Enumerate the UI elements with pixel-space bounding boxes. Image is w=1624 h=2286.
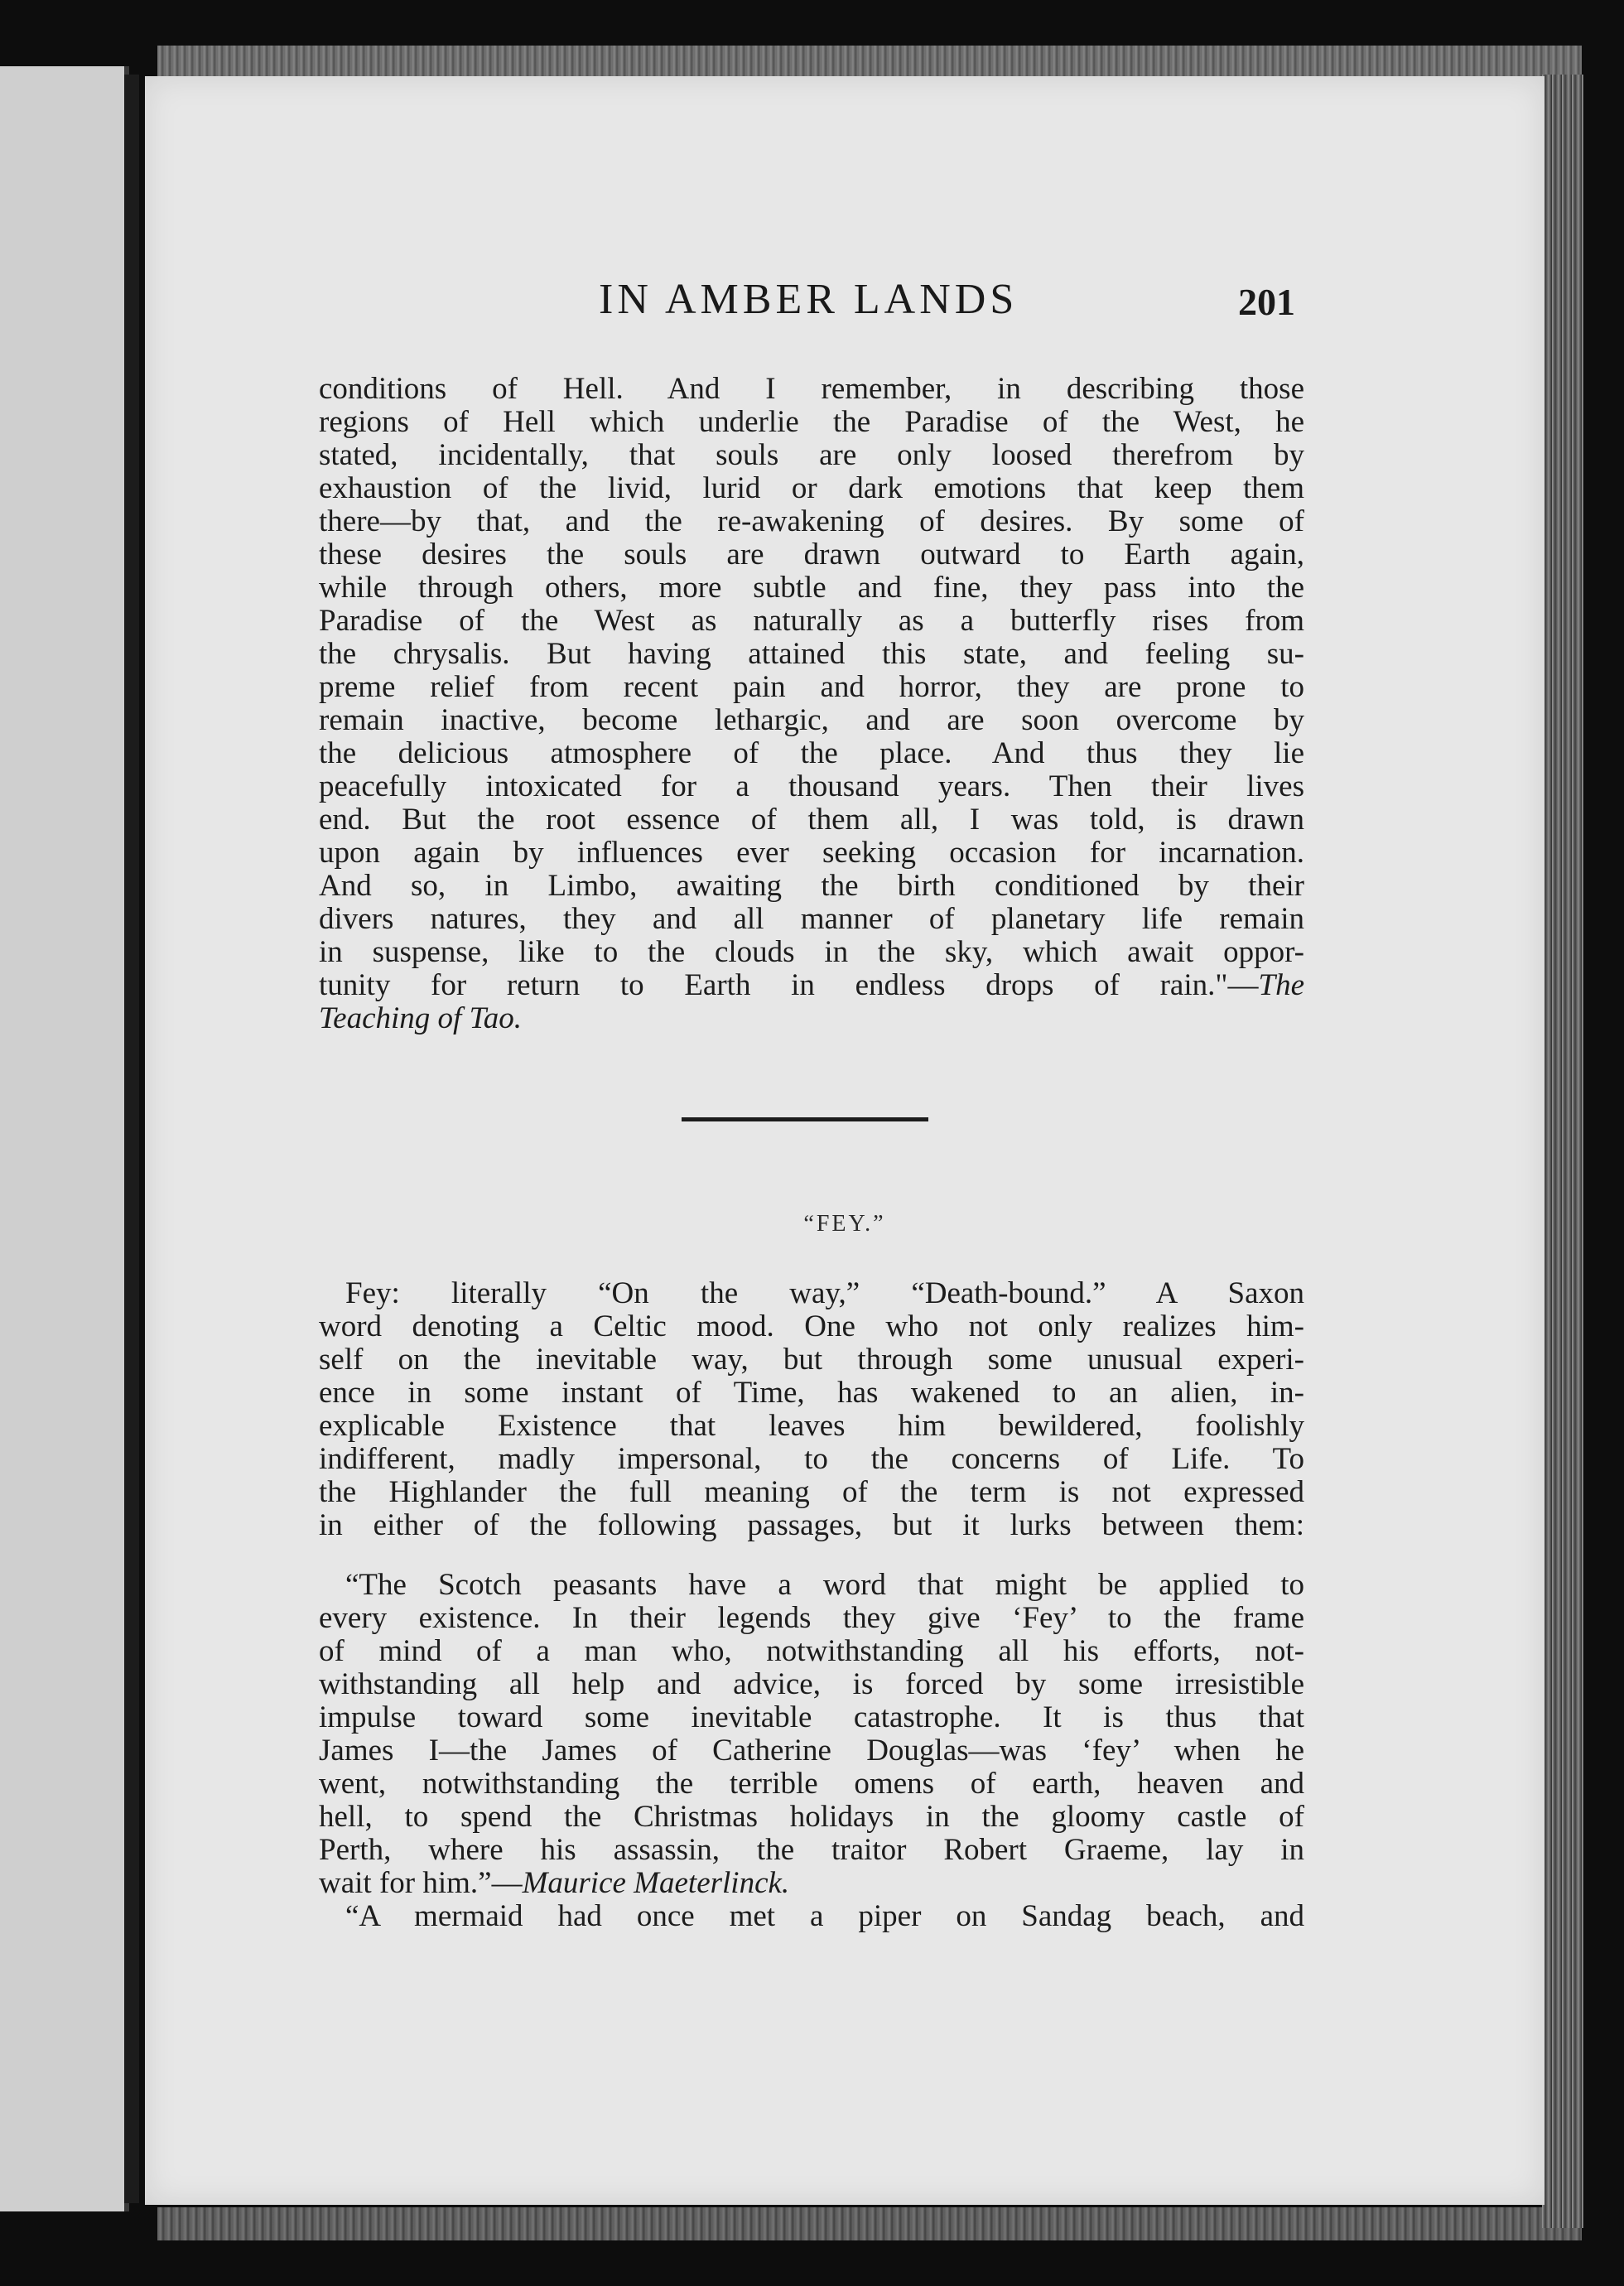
passage-tao xyxy=(319,373,1304,1035)
page-number: 201 xyxy=(1238,281,1295,323)
text-line: in either of the following passages, but it lurks between them: xyxy=(319,1508,1304,1542)
text-line: the delicious atmosphere of the place. And thus they lie xyxy=(319,736,1304,770)
citation-italic: Teaching of Tao. xyxy=(319,1001,523,1035)
text-line: while through others, more subtle and fine, they pass into the xyxy=(319,571,1304,605)
book-gutter xyxy=(124,75,139,2203)
text-line: of mind of a man who, notwithstanding all his efforts, not- xyxy=(319,1634,1304,1668)
citation-italic: Maurice Maeterlinck. xyxy=(522,1866,790,1900)
text-line: “The Scotch peasants have a word that might be applied to xyxy=(345,1568,1304,1602)
running-head xyxy=(145,275,1544,341)
top-page-edges xyxy=(157,46,1582,79)
citation-italic: The xyxy=(1258,968,1304,1002)
text-line: And so, in Limbo, awaiting the birth conditioned by their xyxy=(319,869,1304,903)
section-divider xyxy=(682,1117,928,1121)
text-fragment: wait for him.”— xyxy=(319,1866,523,1900)
citation-line xyxy=(319,1867,1304,1900)
running-title: IN AMBER LANDS xyxy=(599,276,1019,323)
text-line: indifferent, madly impersonal, to the concerns of Life. To xyxy=(319,1442,1304,1476)
text-line: withstanding all help and advice, is forced by some irresistible xyxy=(319,1667,1304,1701)
text-line: impulse toward some inevitable catastrophe. It is thus that xyxy=(319,1700,1304,1734)
text-line: end. But the root essence of them all, I was told, is drawn xyxy=(319,803,1304,837)
text-line: the chrysalis. But having attained this state, and feeling su- xyxy=(319,637,1304,671)
text-line: conditions of Hell. And I remember, in describing those xyxy=(319,372,1304,406)
passage-fey-definition xyxy=(319,1277,1304,1542)
text-fragment: tunity for return to Earth in endless drops of rain."— xyxy=(319,968,1259,1002)
text-line: the Highlander the full meaning of the term is not expressed xyxy=(319,1475,1304,1509)
section-heading: “FEY.” xyxy=(803,1211,886,1237)
text-line: regions of Hell which underlie the Paradise of the West, he xyxy=(319,405,1304,439)
text-line: went, notwithstanding the terrible omens of earth, heaven and xyxy=(319,1767,1304,1801)
text-line: there—by that, and the re-awakening of desires. By some of xyxy=(319,504,1304,538)
text-line: Fey: literally “On the way,” “Death-bound.” A Saxon xyxy=(345,1276,1304,1310)
text-line: hell, to spend the Christmas holidays in the gloomy castle of xyxy=(319,1800,1304,1834)
passage-maeterlinck xyxy=(319,1569,1304,1933)
text-line: self on the inevitable way, but through some unusual experi- xyxy=(319,1343,1304,1377)
text-line: Paradise of the West as naturally as a butterfly rises from xyxy=(319,604,1304,638)
text-line: upon again by influences ever seeking occasion for incarnation. xyxy=(319,836,1304,870)
text-line: these desires the souls are drawn outward to Earth again, xyxy=(319,538,1304,572)
text-line: ence in some instant of Time, has wakened to an alien, in- xyxy=(319,1376,1304,1410)
text-line: explicable Existence that leaves him bewildered, foolishly xyxy=(319,1409,1304,1443)
text-line: remain inactive, become lethargic, and are soon overcome by xyxy=(319,703,1304,737)
bottom-page-edges xyxy=(157,2207,1582,2240)
text-line: peacefully intoxicated for a thousand years. Then their lives xyxy=(319,769,1304,803)
text-line: stated, incidentally, that souls are only loosed therefrom by xyxy=(319,438,1304,472)
text-line: “A mermaid had once met a piper on Sandag beach, and xyxy=(345,1899,1304,1933)
text-line xyxy=(319,969,1304,1002)
text-line: James I—the James of Catherine Douglas—was ‘fey’ when he xyxy=(319,1734,1304,1768)
book-page xyxy=(145,76,1544,2205)
fore-edge xyxy=(1542,75,1583,2228)
facing-page-edge xyxy=(0,66,129,2211)
text-line: in suspense, like to the clouds in the sky, which await oppor- xyxy=(319,935,1304,969)
text-line: Perth, where his assassin, the traitor Robert Graeme, lay in xyxy=(319,1833,1304,1867)
text-line: word denoting a Celtic mood. One who not only realizes him- xyxy=(319,1309,1304,1343)
text-line: every existence. In their legends they give ‘Fey’ to the frame xyxy=(319,1601,1304,1635)
text-line: preme relief from recent pain and horror, they are prone to xyxy=(319,670,1304,704)
text-line: exhaustion of the livid, lurid or dark emotions that keep them xyxy=(319,471,1304,505)
text-line: divers natures, they and all manner of planetary life remain xyxy=(319,902,1304,936)
citation-line xyxy=(319,1002,1304,1035)
